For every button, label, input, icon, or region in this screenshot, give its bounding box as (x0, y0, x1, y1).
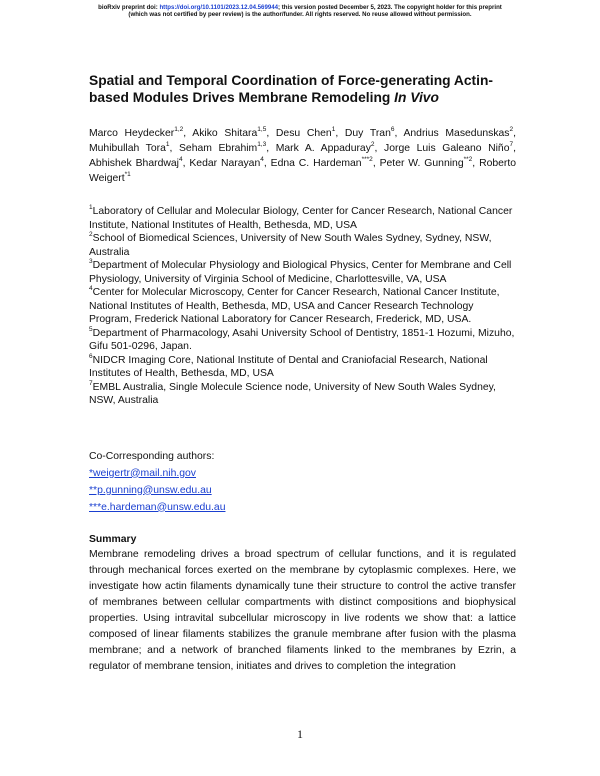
affiliation-number: 2 (89, 231, 93, 238)
author-affiliation-marker: 6 (390, 126, 395, 133)
author-separator: , (266, 128, 276, 139)
author-affiliation-marker: 4 (260, 156, 264, 163)
affiliation-text: NIDCR Imaging Core, National Institute of Dental and Craniofacial Research, National Institutes of Health, Bethesda, MD, USA (89, 354, 488, 379)
author-name: Roberto Weigert (89, 158, 517, 184)
author-name: Kedar Narayan (189, 158, 261, 169)
page-number: 1 (297, 727, 303, 741)
author-separator: , (169, 143, 179, 154)
author-separator: , (513, 143, 517, 154)
affiliation-number: 6 (89, 352, 93, 360)
author-affiliation-marker: **2 (463, 156, 473, 163)
affiliation-item (89, 327, 516, 354)
affiliation-list (89, 205, 516, 408)
banner-prefix: bioRxiv preprint doi: (98, 4, 160, 11)
affiliation-number: 7 (89, 379, 93, 387)
author-name: Andrius Masedunskas (403, 128, 510, 139)
affiliation-text: Department of Molecular Physiology and Biological Physics, Center for Membrane and Cell Physiology, University of Virginia School of Medicine, Charlottesville, VA, USA (89, 260, 512, 285)
affiliation-item (89, 259, 516, 286)
author-affiliation-marker: ***2 (361, 156, 373, 163)
author-list (89, 126, 516, 186)
author-name: Edna C. Hardeman (270, 158, 362, 169)
affiliation-text: Department of Pharmacology, Asahi University School of Dentistry, 1851-1 Hozumi, Mizuho, Gifu 501-0296, Japan. (89, 327, 515, 352)
paper-title (89, 72, 516, 106)
author-separator: , (335, 128, 345, 139)
doi-link[interactable]: https://doi.org/10.1101/2023.12.04.569944 (159, 4, 278, 11)
summary-heading: Summary (89, 533, 137, 545)
banner-line-2: (which was not certified by peer review) is the author/funder. All rights reserved. No reuse allowed without permission. (128, 11, 472, 19)
affiliation-item (89, 354, 516, 381)
author-name: Mark A. Appaduray (275, 143, 371, 154)
author-name: Seham Ebrahim (178, 143, 258, 154)
author-affiliation-marker: 1,2 (174, 126, 184, 133)
preprint-banner (0, 4, 600, 19)
affiliation-item (89, 381, 516, 408)
affiliation-item (89, 286, 516, 327)
correspondence-heading: Co-Corresponding authors: (89, 450, 215, 462)
title-italic: In Vivo (394, 90, 439, 105)
email-link-gunning[interactable]: **p.gunning@unsw.edu.au (89, 484, 212, 496)
author-name: Abhishek Bhardwaj (89, 158, 179, 169)
author-name: Akiko Shitara (192, 128, 258, 139)
author-affiliation-marker: 1,3 (257, 141, 267, 148)
summary-text: Membrane remodeling drives a broad spectrum of cellular functions, and it is regulated through mechanical forces exerted on the membrane by cytoplasmic complexes. Here, we investigate how actin filaments dynamically tune their structure to control the active transfer of membranes between cellular compartments with distinct compositions and biophysical properties. Using intravital subcellular microscopy in live rodents we show that: a lattice composed of linear filaments stabilizes the granule membrane after fusion with the plasma membrane; and a network of branched filaments linked to the membranes by Ezrin, a regulator of membrane tension, initiates and drives to completion the integration (89, 548, 516, 672)
author-separator: , (372, 158, 380, 169)
affiliation-text: Center for Molecular Microscopy, Center for Cancer Research, National Cancer Institute, National Institutes of Health, Bethesda, MD, USA and Cancer Research Technology Program, Frederick National Laboratory for Cancer Research, Frederick, MD, USA. (89, 287, 500, 325)
affiliation-number: 3 (89, 258, 93, 265)
affiliation-text: School of Biomedical Sciences, University of New South Wales Sydney, Sydney, NSW, Australia (89, 233, 492, 258)
author-affiliation-marker: 2 (509, 126, 514, 133)
author-name: Muhibullah Tora (89, 143, 166, 154)
author-name: Duy Tran (344, 128, 391, 139)
affiliation-text: Laboratory of Cellular and Molecular Biology, Center for Cancer Research, National Cancer Institute, National Institutes of Health, Bethesda, MD, USA (89, 206, 513, 231)
author-affiliation-marker: 1 (331, 126, 336, 133)
author-separator: , (266, 143, 276, 154)
banner-suffix: ; this version posted December 5, 2023. The copyright holder for this preprint (278, 4, 502, 11)
author-affiliation-marker: 4 (178, 156, 183, 163)
author-separator: , (374, 143, 385, 154)
affiliation-number: 4 (89, 285, 93, 292)
correspondence-block (89, 448, 516, 516)
affiliation-item (89, 205, 516, 232)
email-link-hardeman[interactable]: ***e.hardeman@unsw.edu.au (89, 501, 226, 513)
author-affiliation-marker: 7 (509, 141, 514, 148)
author-affiliation-marker: *1 (124, 171, 131, 178)
author-separator: , (513, 128, 517, 139)
author-separator: , (394, 128, 404, 139)
title-main: Spatial and Temporal Coordination of Force-generating Actin-based Modules Drives Membrane Remodeling (89, 73, 493, 105)
email-link-weigert[interactable]: *weigertr@mail.nih.gov (89, 467, 196, 479)
author-affiliation-marker: 1 (165, 141, 170, 148)
banner-line-1 (0, 4, 600, 11)
paper-content (89, 72, 516, 675)
author-name: Jorge Luis Galeano Niño (384, 143, 510, 154)
author-separator: , (472, 158, 480, 169)
author-name: Peter W. Gunning (379, 158, 464, 169)
author-name: Marco Heydecker (89, 128, 175, 139)
author-separator: , (263, 158, 271, 169)
author-name: Desu Chen (275, 128, 332, 139)
author-affiliation-marker: 2 (370, 141, 375, 148)
affiliation-item (89, 232, 516, 259)
author-affiliation-marker: 1,5 (257, 126, 267, 133)
author-separator: , (182, 158, 190, 169)
affiliation-number: 5 (89, 325, 93, 333)
affiliation-number: 1 (89, 204, 93, 211)
author-separator: , (183, 128, 193, 139)
affiliation-text: EMBL Australia, Single Molecule Science node, University of New South Wales Sydney, NSW, Australia (89, 381, 496, 406)
